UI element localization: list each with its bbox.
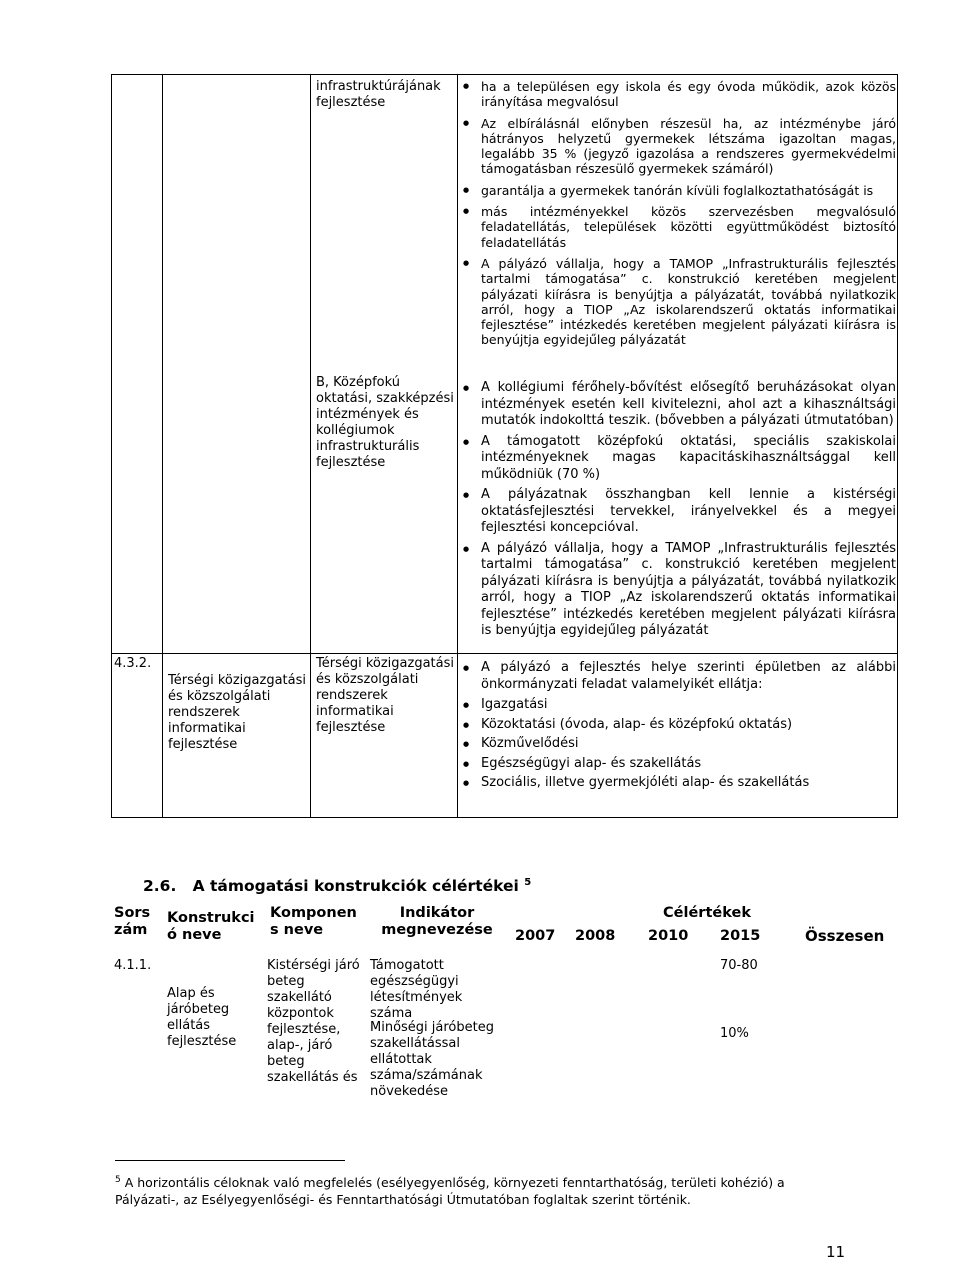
value-2015-1: 70-80 — [720, 958, 758, 973]
row2-goal: B, Középfokú oktatási, szakképzési intézmények és kollégiumok infrastrukturális fejlesztése — [316, 375, 454, 470]
criteria-item: ● A támogatott középfokú oktatási, speciális szakiskolai intézményeknek magas kapacitáskihasználtsággal kell működniük (70 %) — [459, 434, 896, 484]
header-komponens: Komponens neve — [270, 905, 357, 938]
row-komponens: Kistérségi járó beteg szakellátó központok fejlesztése, alap-, járó beteg szakellátás és — [267, 958, 360, 1085]
row-konstrukcio: Alap és járóbeteg ellátás fejlesztése — [167, 986, 237, 1049]
criteria-item: ● Közművelődési — [459, 736, 896, 753]
header-year-2015: 2015 — [720, 928, 761, 944]
row3-number: 4.3.2. — [114, 656, 152, 671]
row3-name: Térségi közigazgatási és közszolgálati rendszerek informatikai fejlesztése — [168, 673, 307, 752]
footnote-number: 5 — [115, 1175, 121, 1185]
criteria-item: ● A pályázó vállalja, hogy a TAMOP „Infrastrukturális fejlesztés tartalmi támogatása” c. konstrukció keretében megjelent pályázati kiírásra is benyújtja a pályázatát, továbbá nyilatkozik arról, hogy a TIOP „Az iskolarendszerű oktatás informatikai fejlesztése” intézkedés keretében megjelent pályázati kiírásra is benyújtja egyidejűleg pályázatát — [459, 256, 896, 348]
criteria-item: ● Szociális, illetve gyermekjóléti alap- és szakellátás — [459, 775, 896, 792]
header-year-2008: 2008 — [575, 928, 616, 944]
page-number: 11 — [826, 1243, 846, 1261]
header-year-2007: 2007 — [515, 928, 556, 944]
criteria-item: ● A pályázatnak összhangban kell lennie a kistérségi oktatásfejlesztési tervekkel, irányelvekkel és a megyei fejlesztési koncepcióval. — [459, 487, 896, 537]
row-number: 4.1.1. — [114, 958, 152, 973]
row2-criteria-list — [459, 380, 896, 646]
value-2015-2: 10% — [720, 1026, 749, 1041]
section-heading — [143, 877, 531, 895]
footnote — [115, 1172, 835, 1208]
criteria-item: ● más intézményekkel közös szervezésben megvalósuló feladatellátás, települések közötti együttműködést biztosító feladatellátás — [459, 204, 896, 250]
header-indikator: Indikátor megnevezése — [381, 905, 493, 938]
row-indikator-1: Támogatott egészségügyi létesítmények száma — [370, 958, 463, 1021]
criteria-item: ● A pályázó vállalja, hogy a TAMOP „Infrastrukturális fejlesztés tartalmi támogatása” c. konstrukció keretében megjelent pályázati kiírásra is benyújtja a pályázatát, továbbá nyilatkozik arról, hogy a TIOP „Az iskolarendszerű oktatás informatikai fejlesztése” intézkedés keretében megjelent pályázati kiírásra is benyújtja egyidejűleg pályázatát — [459, 541, 896, 640]
footnote-separator — [115, 1160, 345, 1161]
row1-goal: infrastruktúrájának fejlesztése — [316, 79, 441, 110]
header-celertekek: Célértékek — [663, 905, 751, 921]
criteria-item: ● Közoktatási (óvoda, alap- és középfokú oktatás) — [459, 717, 896, 734]
criteria-item: ● ha a településen egy iskola és egy óvoda működik, azok közös irányítása megvalósul — [459, 79, 896, 110]
criteria-item: ● A pályázó a fejlesztés helye szerinti épületben az alábbi önkormányzati feladat valamelyikét ellátja: — [459, 660, 896, 693]
criteria-item: ● Igazgatási — [459, 697, 896, 714]
criteria-item: ● A kollégiumi férőhely-bővítést elősegítő beruházásokat olyan intézmények esetén kell kivitelezni, ahol azt a kihasználtsági mutatók indokolttá teszik. (bővebben a pályázati útmutatóban) — [459, 380, 896, 430]
row3-criteria-list — [459, 660, 896, 792]
footnote-ref: 5 — [524, 877, 532, 888]
header-osszesen: Összesen — [805, 927, 885, 945]
criteria-item: ● Egészségügyi alap- és szakellátás — [459, 756, 896, 773]
row1-criteria-list — [459, 79, 896, 354]
criteria-item: ● garantálja a gyermekek tanórán kívüli foglalkoztathatóságát is — [459, 183, 896, 198]
section-number: 2.6. — [143, 877, 177, 896]
section-title-text: A támogatási konstrukciók célértékei — [192, 877, 519, 896]
row3-goal: Térségi közigazgatási és közszolgálati rendszerek informatikai fejlesztése — [316, 656, 455, 735]
row-indikator-2: Minőségi járóbeteg szakellátással ellátottak száma/számának növekedése — [370, 1020, 494, 1099]
criteria-item: ● Az elbírálásnál előnyben részesül ha, az intézménybe járó hátrányos helyzetű gyermekek létszáma igazoltan magas, legalább 35 % (jegyző igazolása a rendszeres gyermekvédelmi támogatásban részesülő gyermekek számáról) — [459, 116, 896, 177]
header-year-2010: 2010 — [648, 928, 689, 944]
header-konstrukcio: Konstrukció neve — [167, 910, 255, 943]
header-sorszam: Sorszám — [114, 905, 151, 938]
footnote-text: A horizontális céloknak való megfelelés (esélyegyenlőség, környezeti fenntarthatóság, területi kohézió) a Pályázati-, az Esélyegyenlőségi- és Fenntarthatósági Útmutatóban foglaltak szerint történik. — [115, 1175, 785, 1208]
